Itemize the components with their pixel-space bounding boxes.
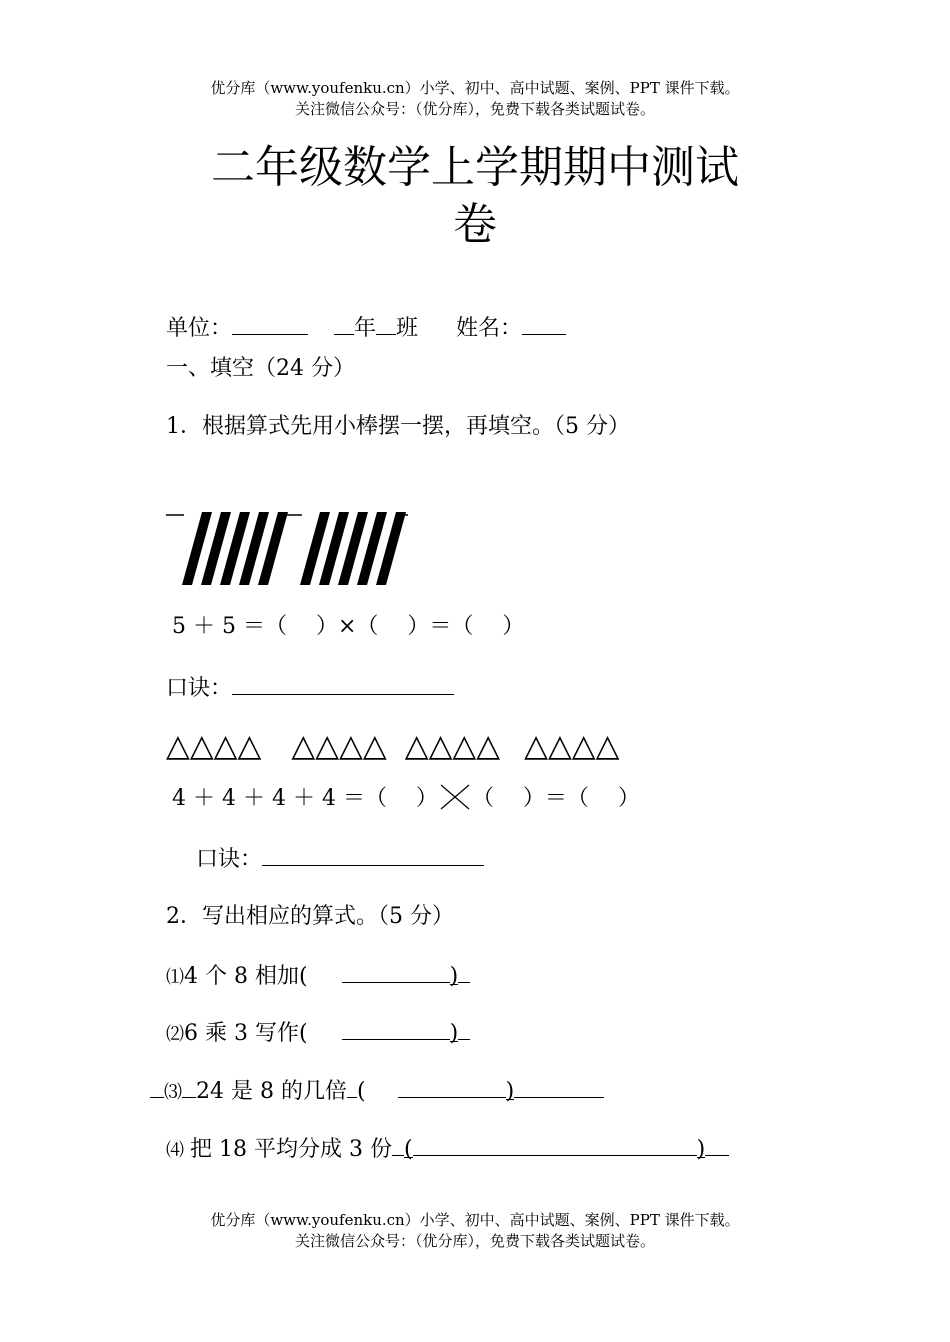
- q2-item-3-lead: [150, 1075, 164, 1098]
- q2-item-1-blank[interactable]: [342, 960, 450, 983]
- q2-item-4-open: (: [403, 1137, 413, 1162]
- title-line-2: 卷: [453, 199, 497, 250]
- title-line-1: 二年级数学上学期期中测试: [211, 142, 739, 193]
- header-line-2: 关注微信公众号：（优分库），免费下载各类试题试卷。: [294, 100, 655, 118]
- triangle-group-3: △△△△: [404, 728, 501, 764]
- q2-item-3-close: ): [505, 1079, 515, 1104]
- q2-item-4-close: ): [696, 1137, 706, 1162]
- unit-blank[interactable]: [232, 312, 308, 335]
- q2-item-4-text: 把 18 平均分成 3 份: [190, 1137, 392, 1162]
- q2-item-3-blank[interactable]: [398, 1075, 506, 1098]
- sticks-formula-blank[interactable]: [232, 672, 454, 695]
- q2-item-4: [166, 1133, 729, 1166]
- multiply-sign-icon: [440, 784, 470, 810]
- q2-item-4-blank[interactable]: [413, 1133, 697, 1156]
- stick-group-2: [300, 512, 406, 585]
- class-label: 班: [396, 316, 419, 341]
- q2-item-4-gap: [392, 1133, 404, 1156]
- triangle-group-1: △△△△: [166, 728, 262, 764]
- q2-prompt: 2．写出相应的算式。（5 分）: [166, 904, 454, 929]
- unit-label: 单位：: [166, 316, 233, 341]
- q2-item-3-tail: [514, 1075, 604, 1098]
- section-1-heading: 一、填空（24 分）: [166, 356, 355, 381]
- sticks-equation: 5 ＋ 5 ＝（ ）×（ ）＝（ ）: [172, 614, 525, 639]
- q2-item-3-gap: [182, 1075, 196, 1098]
- grade-blank[interactable]: [334, 312, 354, 335]
- stick-group-1: [182, 512, 288, 585]
- q2-item-2-blank[interactable]: [342, 1017, 450, 1040]
- triangle-group-4: △△△△: [524, 728, 620, 764]
- q1-prompt: 1．根据算式先用小棒摆一摆，再填空。（5 分）: [166, 414, 630, 439]
- name-label: 姓名：: [456, 316, 523, 341]
- q2-item-3: [150, 1075, 604, 1108]
- triangle-group-2: △△△△: [291, 728, 387, 764]
- triangles-formula-line: [196, 843, 484, 875]
- triangles-row: [166, 728, 620, 764]
- q2-item-3-open: (: [356, 1079, 366, 1104]
- sticks-figure: [160, 500, 420, 590]
- q2-item-1-text: 4 个 8 相加(: [184, 964, 308, 989]
- q2-item-2-close: ): [449, 1021, 459, 1046]
- q2-item-3-num: ⑶: [164, 1082, 182, 1103]
- triangles-formula-label: 口诀：: [196, 847, 263, 872]
- q2-item-3-text: 24 是 8 的几倍: [196, 1079, 347, 1104]
- q2-item-2: [166, 1017, 470, 1050]
- sticks-formula-line: [166, 672, 454, 704]
- grade-label: 年: [354, 316, 377, 341]
- q2-item-1-num: ⑴: [166, 967, 184, 988]
- q2-item-2-num: ⑵: [166, 1024, 184, 1045]
- triangles-equation-part-a: 4 ＋ 4 ＋ 4 ＋ 4 ＝（ ）: [172, 786, 438, 811]
- q2-item-2-tail: [458, 1017, 470, 1040]
- triangles-formula-blank[interactable]: [262, 843, 484, 866]
- name-blank[interactable]: [522, 312, 566, 335]
- q2-item-2-text: 6 乘 3 写作(: [184, 1021, 308, 1046]
- q2-item-4-num: ⑷: [166, 1140, 184, 1161]
- q2-item-4-tail: [705, 1133, 729, 1156]
- footer-line-1: 优分库（www.youfenku.cn）小学、初中、高中试题、案例、PPT 课件下载。: [210, 1211, 740, 1229]
- q2-item-3-gap2: [347, 1075, 357, 1098]
- info-line: [166, 312, 566, 344]
- class-blank[interactable]: [376, 312, 396, 335]
- q2-item-1: [166, 960, 470, 993]
- footer-line-2: 关注微信公众号：（优分库），免费下载各类试题试卷。: [294, 1232, 655, 1250]
- triangles-equation-part-b: （ ）＝（ ）: [471, 786, 640, 811]
- triangles-equation: [172, 784, 640, 814]
- q2-item-1-tail: [458, 960, 470, 983]
- header-line-1: 优分库（www.youfenku.cn）小学、初中、高中试题、案例、PPT 课件下载。: [210, 79, 740, 97]
- q2-item-1-close: ): [449, 964, 459, 989]
- sticks-formula-label: 口诀：: [166, 676, 233, 701]
